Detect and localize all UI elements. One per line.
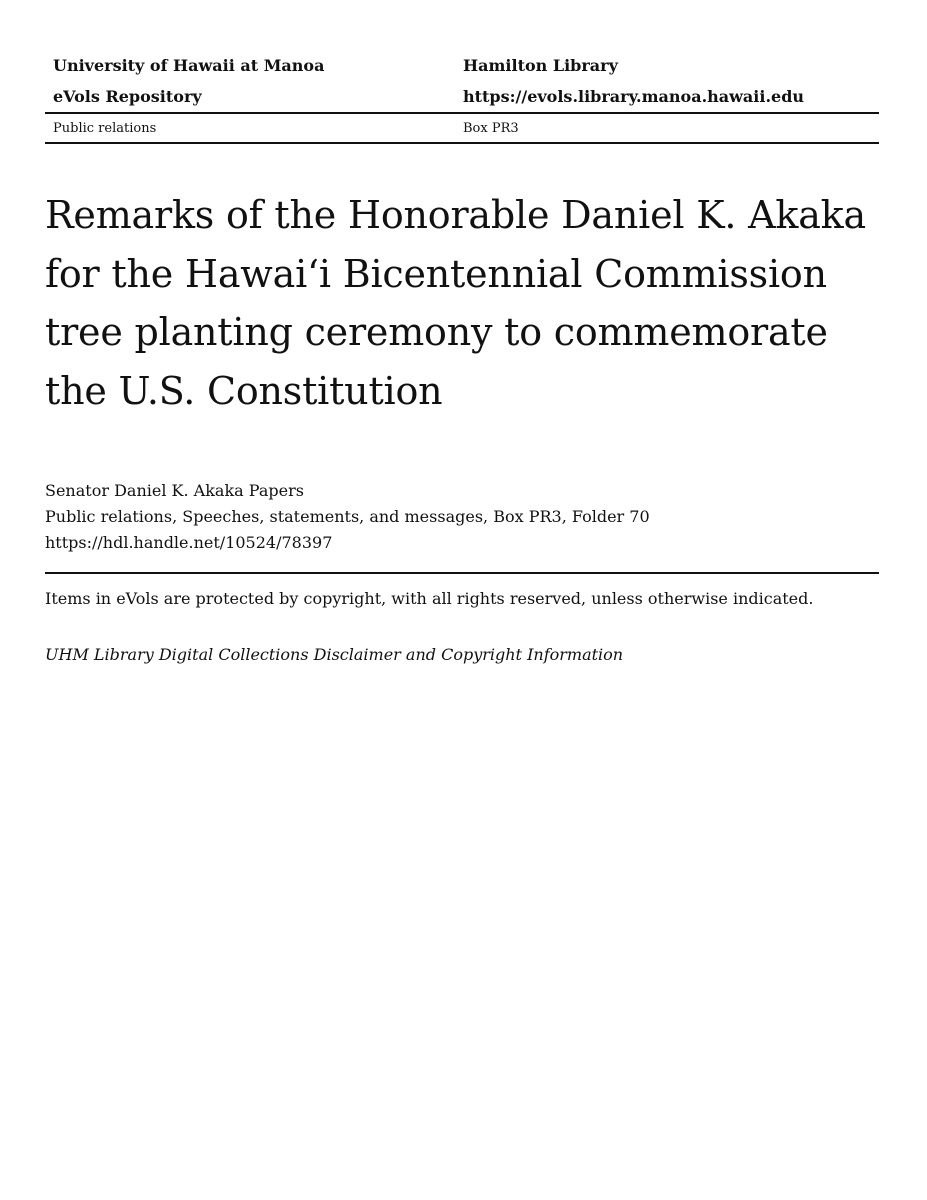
institution-name: University of Hawaii at Manoa	[53, 56, 325, 75]
box-label: Box PR3	[463, 120, 519, 136]
copyright-notice: Items in eVols are protected by copyright, with all rights reserved, unless otherwise indicated.	[45, 589, 814, 608]
folder-location: Public relations, Speeches, statements, and messages, Box PR3, Folder 70	[45, 507, 650, 526]
header-divider-bottom	[45, 142, 879, 144]
metadata-divider	[45, 572, 879, 574]
header-row-series	[45, 114, 879, 142]
header-row-repository	[45, 81, 879, 112]
repository-name: eVols Repository	[53, 87, 202, 106]
series-name: Public relations	[53, 120, 157, 136]
document-metadata	[45, 478, 650, 556]
document-title: Remarks of the Honorable Daniel K. Akaka for the Hawai‘i Bicentennial Commission tree planting ceremony to commemorate the U.S. Constitution	[45, 193, 866, 413]
collection-name: Senator Daniel K. Akaka Papers	[45, 481, 304, 500]
repository-url[interactable]: https://evols.library.manoa.hawaii.edu	[463, 87, 805, 106]
handle-link[interactable]: https://hdl.handle.net/10524/78397	[45, 533, 333, 552]
library-name: Hamilton Library	[463, 56, 618, 75]
disclaimer-link[interactable]: UHM Library Digital Collections Disclaimer and Copyright Information	[45, 645, 624, 664]
document-header	[45, 50, 879, 144]
header-row-institution	[45, 50, 879, 81]
